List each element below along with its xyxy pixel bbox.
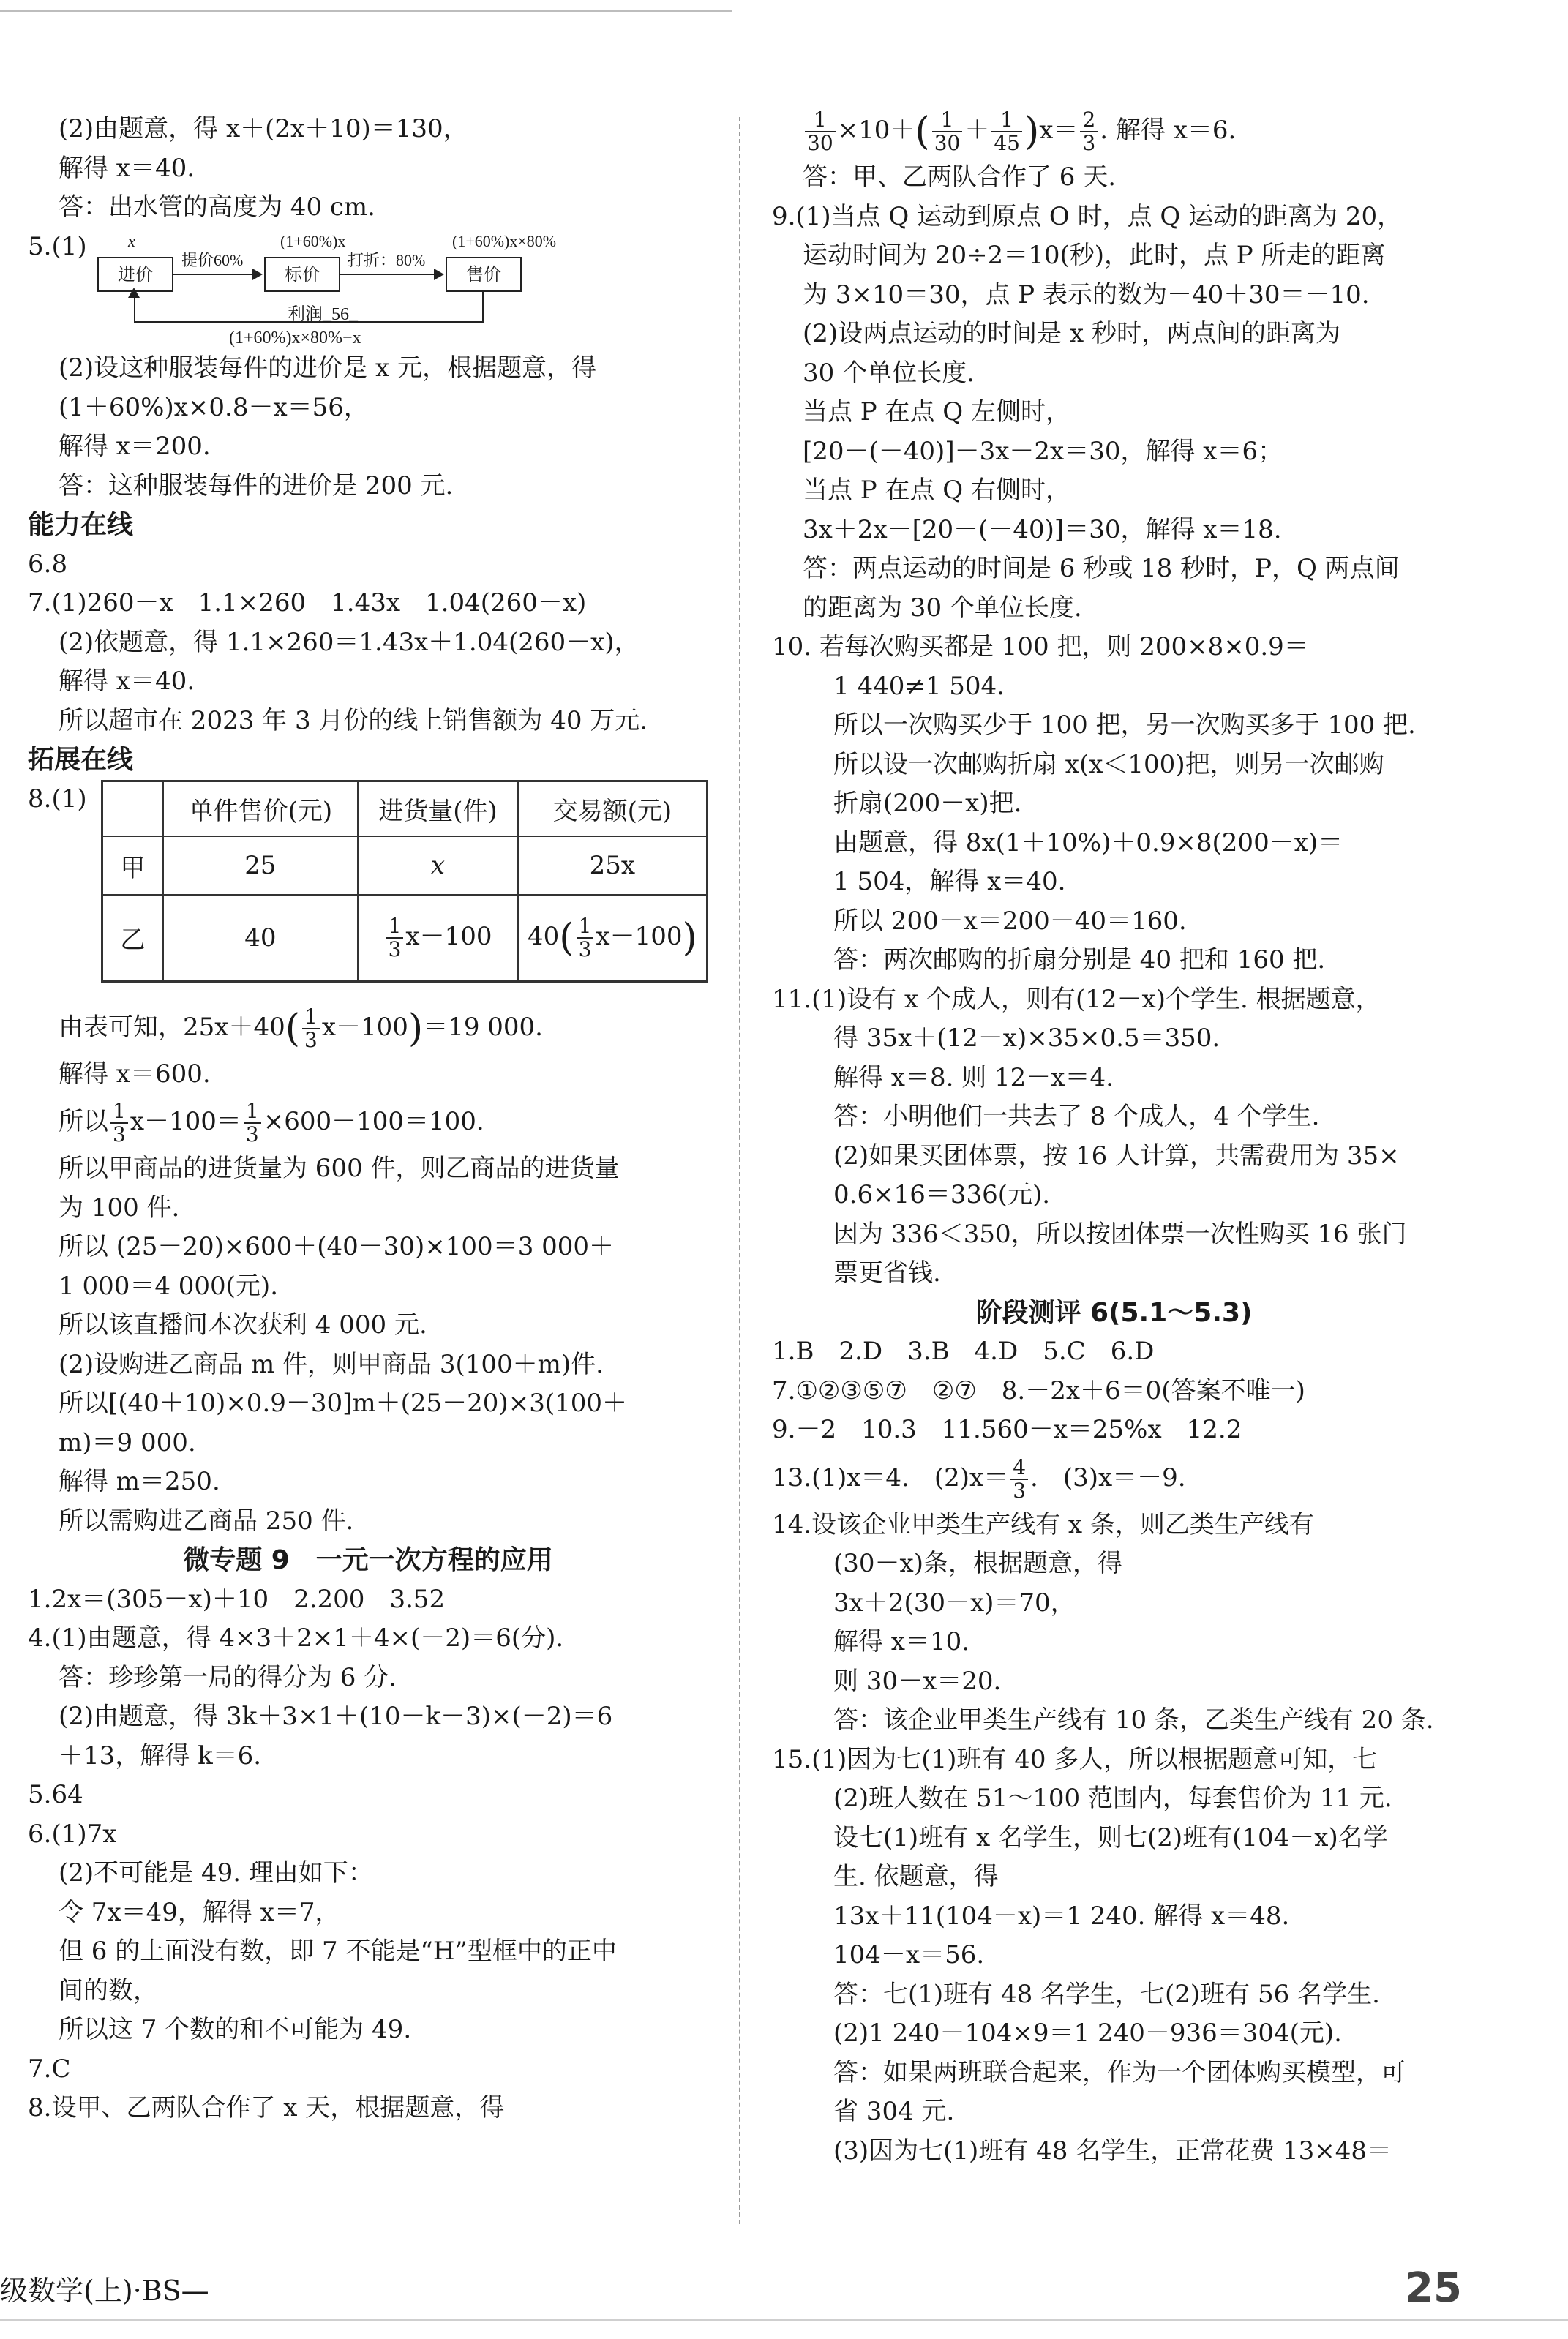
flow-arrow (173, 274, 261, 275)
numerator: 1 (110, 1100, 128, 1124)
text-line: 为 100 件. (59, 1193, 180, 1223)
denominator: 3 (1082, 131, 1096, 155)
text-line: 6.(1)7x (28, 1819, 117, 1849)
section-heading: 能力在线 (28, 510, 134, 540)
numerator: 1 (991, 109, 1022, 132)
text-line: 但 6 的上面没有数，即 7 不能是“H”型框中的正中 (59, 1937, 617, 1966)
text-part: 所以 (59, 1107, 108, 1136)
text-line: 7.①②③⑤⑦ ②⑦ 8.－2x＋6＝0(答案不唯一) (772, 1375, 1305, 1405)
text-line: 所以超市在 2023 年 3 月份的线上销售额为 40 万元. (59, 705, 648, 735)
text-line: 所以这 7 个数的和不可能为 49. (59, 2015, 412, 2044)
text-line: (2)设两点运动的时间是 x 秒时，两点间的距离为 (803, 319, 1340, 348)
text-line: 票更省钱. (833, 1258, 941, 1288)
fraction (577, 915, 594, 961)
text-line: 运动时间为 20÷2＝10(秒)，此时，点 P 所走的距离 (803, 241, 1386, 270)
flow-box-cost: 进价 (97, 257, 173, 292)
table-cell: 25x (518, 836, 708, 895)
table-cell (518, 895, 708, 981)
text-line: 解得 x＝40. (59, 667, 195, 696)
paren: ) (1024, 110, 1040, 154)
flow-box-list-price: 标价 (264, 257, 340, 292)
denominator: 3 (578, 936, 592, 961)
table-cell: 甲 (102, 836, 163, 895)
text-line: (2)设购进乙商品 m 件，则甲商品 3(100＋m)件. (59, 1349, 604, 1379)
flow-label: x (128, 232, 135, 250)
text-line: (2)如果买团体票，按 16 人计算，共需费用为 35× (833, 1141, 1400, 1171)
table-text: x－100 (405, 921, 492, 951)
text-line: 6.8 (28, 549, 68, 579)
text-part: x－100 (321, 1012, 408, 1042)
text-line: 解得 x＝600. (59, 1059, 211, 1089)
text-line: 答：甲、乙两队合作了 6 天. (803, 162, 1117, 192)
numerator: 1 (386, 915, 404, 939)
footer-text: 级数学(上)·BS— (0, 2275, 209, 2307)
top-rule (0, 10, 732, 12)
fraction (991, 109, 1022, 154)
text-line: 则 30－x＝20. (833, 1666, 1002, 1696)
text-line: 11.(1)设有 x 个成人，则有(12－x)个学生. 根据题意， (772, 984, 1381, 1014)
text-part: 13.(1)x＝4. (2)x＝ (772, 1463, 1009, 1493)
flow-box-sale-price: 售价 (446, 257, 522, 292)
text-line: [20－(－40)]－3x－2x＝30，解得 x＝6； (803, 436, 1283, 466)
text-line: (2)班人数在 51～100 范围内，每套售价为 11 元. (833, 1784, 1392, 1813)
text-line: ＋13，解得 k＝6. (59, 1741, 262, 1771)
text-line: 所以需购进乙商品 250 件. (59, 1506, 354, 1536)
text-line: 解得 x＝40. (59, 153, 195, 183)
text-line: 折扇(200－x)把. (833, 789, 1022, 818)
fraction (244, 1100, 261, 1146)
text-line: 设七(1)班有 x 名学生，则七(2)班有(104－x)名学 (833, 1822, 1388, 1852)
text-line: 解得 x＝10. (833, 1627, 970, 1656)
text-line: 0.6×16＝336(元). (833, 1180, 1051, 1209)
text-line: 当点 P 在点 Q 右侧时， (803, 476, 1070, 505)
text-line: 3x＋2x－[20－(－40)]＝30，解得 x＝18. (803, 514, 1282, 544)
section-heading: 拓展在线 (28, 745, 134, 775)
text-line: 14.设该企业甲类生产线有 x 条，则乙类生产线有 (772, 1509, 1314, 1539)
trade-table (101, 780, 708, 983)
flow-arrow (340, 274, 443, 275)
question-8: 8.(1) (28, 784, 87, 814)
text-line: 10. 若每次购买都是 100 把，则 200×8×0.9＝ (772, 632, 1309, 661)
text-line: 当点 P 在点 Q 左侧时， (803, 397, 1070, 427)
text-line: 得 35x＋(12－x)×35×0.5＝350. (833, 1024, 1220, 1053)
question-5: 5.(1) (28, 231, 87, 261)
text-line: 答：珍珍第一局的得分为 6 分. (59, 1662, 397, 1692)
text-part: x－100＝ (130, 1107, 241, 1136)
numerator: 1 (302, 1006, 320, 1029)
denominator: 3 (1013, 1478, 1027, 1503)
flow-label: 提价60% (181, 251, 244, 269)
text-line: (2)设这种服装每件的进价是 x 元，根据题意，得 (59, 353, 596, 383)
text-line: m)＝9 000. (59, 1427, 196, 1457)
text-line: 答：出水管的高度为 40 cm. (59, 192, 375, 222)
paren: ) (682, 915, 697, 960)
fraction (110, 1100, 128, 1146)
text-line: 4.(1)由题意，得 4×3＋2×1＋4×(－2)＝6(分). (28, 1623, 564, 1653)
text-line: 1.2x＝(305－x)＋10 2.200 3.52 (28, 1584, 446, 1614)
section-heading: 微专题 9 一元一次方程的应用 (183, 1545, 553, 1575)
denominator: 45 (994, 131, 1020, 155)
text-line: 13x＋11(104－x)＝1 240. 解得 x＝48. (833, 1901, 1290, 1931)
flow-label: (1+60%)x (280, 232, 346, 250)
fraction (386, 915, 404, 961)
text-line: 9.－2 10.3 11.560－x＝25%x 12.2 (772, 1415, 1242, 1444)
text-part: 由表可知，25x＋40 (59, 1012, 285, 1042)
numerator: 1 (932, 109, 963, 132)
fraction (805, 109, 836, 154)
table-cell (102, 781, 163, 836)
fraction (302, 1006, 320, 1051)
text-line: 省 304 元. (833, 2097, 955, 2126)
flow-diagram (97, 228, 697, 374)
text-line (28, 999, 708, 1055)
text-line: 由题意，得 8x(1＋10%)＋0.9×8(200－x)＝ (833, 827, 1343, 857)
flow-line (482, 290, 484, 321)
text-line: 答：小明他们一共去了 8 个成人，4 个学生. (833, 1102, 1320, 1131)
right-column (772, 102, 1456, 2171)
text-line: 15.(1)因为七(1)班有 40 多人，所以根据题意可知，七 (772, 1744, 1378, 1774)
flow-label: (1+60%)x×80% (452, 232, 557, 250)
table-text: x－100 (596, 921, 683, 951)
text-line (28, 1094, 708, 1149)
text-line: 解得 x＝200. (59, 432, 211, 461)
denominator: 3 (304, 1027, 318, 1052)
text-line: $\frac{1}{30}$ ×10＋( $\frac{1}{30}$ ＋ $\frac{1}{45}$ )x＝ $\frac{2}{3}$ . 解得 x＝6. (772, 102, 1456, 158)
numerator: 4 (1010, 1457, 1028, 1480)
denominator: 3 (113, 1122, 126, 1146)
table-cell: 单件售价(元) (163, 781, 359, 836)
column-divider (739, 117, 740, 2224)
table-text: 40 (528, 921, 560, 951)
numerator: 1 (577, 915, 594, 939)
text-line: 5.64 (28, 1780, 83, 1809)
text-line: 生. 依题意，得 (833, 1862, 999, 1891)
text-line: 1.B 2.D 3.B 4.D 5.C 6.D (772, 1337, 1155, 1366)
text-line: 1 000＝4 000(元). (59, 1271, 279, 1301)
table-cell: x (358, 836, 518, 895)
table-block (28, 780, 708, 999)
text-line: 为 3×10＝30，点 P 表示的数为－40＋30＝－10. (803, 279, 1370, 309)
text-part: ×10＋ (837, 116, 915, 145)
table-cell: 40 (163, 895, 359, 981)
text-line: (2)依题意，得 1.1×260＝1.43x＋1.04(260－x)， (59, 627, 639, 657)
numerator: 2 (1080, 109, 1098, 132)
left-column (28, 110, 708, 2128)
text-part: x＝ (1039, 116, 1079, 145)
text-line: 答：这种服装每件的进价是 200 元. (59, 470, 454, 500)
paren: ( (915, 110, 930, 154)
text-line: 104－x＝56. (833, 1940, 985, 1970)
paren: ( (285, 1006, 300, 1051)
text-line: 30 个单位长度. (803, 358, 975, 388)
fraction (1080, 109, 1098, 154)
text-part: ×600－100＝100. (263, 1107, 484, 1136)
text-line: 的距离为 30 个单位长度. (803, 593, 1082, 623)
text-line: 答：该企业甲类生产线有 10 条，乙类生产线有 20 条. (833, 1705, 1434, 1735)
text-line: 9.(1)当点 Q 运动到原点 O 时，点 Q 运动的距离为 20， (772, 201, 1403, 231)
denominator: 3 (245, 1122, 259, 1146)
text-line: 令 7x＝49，解得 x＝7， (59, 1897, 340, 1927)
table-cell: 25 (163, 836, 359, 895)
denominator: 3 (388, 936, 402, 961)
text-line: 所以设一次邮购折扇 x(x＜100)把，则另一次邮购 (833, 749, 1384, 779)
table-cell: 进货量(件) (358, 781, 518, 836)
text-line: 答：如果两班联合起来，作为一个团体购买模型，可 (833, 2057, 1406, 2087)
text-line: 7.(1)260－x 1.1×260 1.43x 1.04(260－x) (28, 588, 587, 617)
text-line: (30－x)条，根据题意，得 (833, 1549, 1122, 1578)
text-part: ＝19 000. (423, 1012, 543, 1042)
text-line: (1＋60%)x×0.8－x＝56， (59, 392, 369, 422)
bottom-rule (0, 2319, 1568, 2321)
numerator: 1 (244, 1100, 261, 1124)
text-line: (2)由题意，得 x＋(2x＋10)＝130， (59, 114, 468, 143)
text-line: (2)不可能是 49. 理由如下： (59, 1858, 373, 1888)
section-heading: 阶段测评 6(5.1～5.3) (975, 1297, 1253, 1328)
text-line: 7.C (28, 2054, 71, 2084)
text-line: 1 504，解得 x＝40. (833, 867, 1066, 896)
text-line (772, 1450, 1456, 1506)
text-part: . (3)x＝－9. (1030, 1463, 1186, 1493)
denominator: 30 (807, 131, 833, 155)
text-line: 所以 200－x＝200－40＝160. (833, 906, 1187, 936)
table-cell (358, 895, 518, 981)
table-cell: 乙 (102, 895, 163, 981)
text-line: 所以一次购买少于 100 把，另一次购买多于 100 把. (833, 710, 1416, 740)
flow-label: 打折：80% (348, 251, 426, 269)
paren: ) (408, 1006, 424, 1051)
numerator: 1 (805, 109, 836, 132)
text-line: 解得 x＝8. 则 12－x＝4. (833, 1062, 1114, 1092)
text-line: 3x＋2(30－x)＝70， (833, 1588, 1076, 1618)
page-number: 25 (1405, 2264, 1462, 2312)
fraction (1010, 1454, 1028, 1503)
text-line: 所以 (25－20)×600＋(40－30)×100＝3 000＋ (59, 1232, 615, 1261)
flow-bottom: (1+60%)x×80%−x (229, 328, 361, 348)
text-line: (2)由题意，得 3k＋3×1＋(10－k－3)×(－2)＝6 (59, 1702, 613, 1731)
text-line: (2)1 240－104×9＝1 240－936＝304(元). (833, 2019, 1342, 2048)
flow-profit: 利润_56_ (288, 305, 358, 324)
fraction (932, 109, 963, 154)
table-cell: 交易额(元) (518, 781, 708, 836)
text-line: 所以[(40＋10)×0.9－30]m＋(25－20)×3(100＋ (59, 1389, 627, 1418)
text-line: 8.设甲、乙两队合作了 x 天，根据题意，得 (28, 2093, 505, 2122)
text-line: 解得 m＝250. (59, 1467, 220, 1496)
text-line: 答：七(1)班有 48 名学生，七(2)班有 56 名学生. (833, 1979, 1380, 2009)
denominator: 30 (934, 131, 961, 155)
text-line: 因为 336＜350，所以按团体票一次性购买 16 张门 (833, 1219, 1407, 1249)
text-line: 所以甲商品的进货量为 600 件，则乙商品的进货量 (59, 1154, 620, 1183)
text-line: 答：两点运动的时间是 6 秒或 18 秒时，P，Q 两点间 (803, 554, 1400, 583)
text-line: 间的数， (59, 1975, 158, 2005)
paren: ( (559, 915, 574, 960)
text-line: 答：两次邮购的折扇分别是 40 把和 160 把. (833, 945, 1326, 975)
flow-arrowhead (128, 288, 140, 298)
text-line: 所以该直播间本次获利 4 000 元. (59, 1310, 427, 1340)
text-part: . 解得 x＝6. (1100, 116, 1237, 145)
text-line: (3)因为七(1)班有 48 名学生，正常花费 13×48＝ (833, 2136, 1392, 2166)
text-line: 1 440≠1 504. (833, 671, 1005, 701)
